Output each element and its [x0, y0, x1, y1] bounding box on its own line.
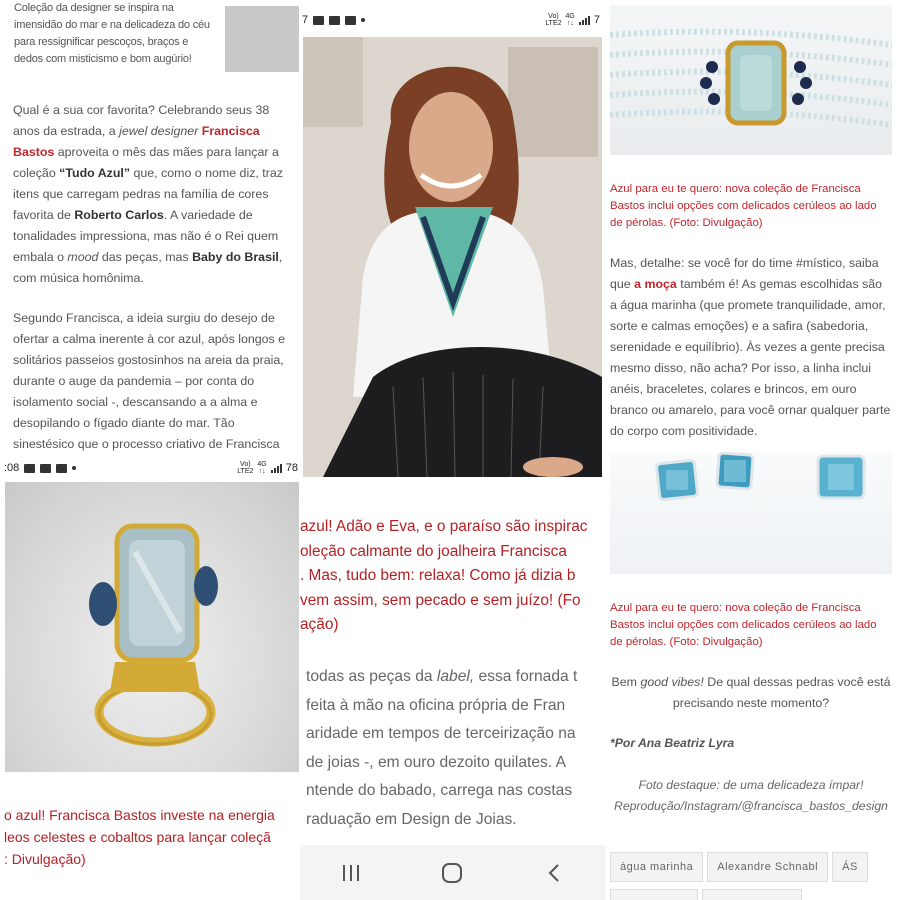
qr-icon	[40, 464, 51, 473]
4g-icon: 4G ↑↓	[257, 461, 267, 475]
recent-apps-icon	[341, 864, 361, 882]
article-paragraph-2: Segundo Francisca, a ideia surgiu do desejo de ofertar a calma inerente à cor azul, após longos e solitários passeios gostosinhos na areia da praia, durante o auge da pandemia – por conta do isolamento social -, descansando a a alma e desopilando o fígado diante do mar. Tão sinestésico que o processo criativo de Francisca	[13, 311, 286, 451]
bracelet-illustration	[610, 5, 892, 155]
battery-level: 78	[285, 462, 298, 474]
article-screenshot-left-bottom	[0, 458, 300, 900]
earrings-illustration	[610, 452, 892, 574]
qr-icon	[329, 16, 340, 25]
back-button[interactable]	[534, 853, 574, 893]
signal-icon	[271, 463, 282, 473]
article-subtitle: Coleção da designer se inspira na imensidão do mar e na delicadeza do céu para ressignificar pescoços, braços e dedos com misticismo e bom augúrio!	[14, 2, 210, 65]
portrait-illustration	[303, 37, 602, 477]
status-time: :08	[4, 462, 20, 474]
article-screenshot-left-top	[0, 0, 300, 458]
4g-icon: 4G ↑↓	[565, 13, 575, 27]
signal-icon	[579, 15, 590, 25]
status-bar	[4, 458, 300, 478]
moca-link[interactable]: a moça	[634, 277, 677, 291]
article-paragraph-1: Qual é a sua cor favorita? Celebrando seus 38 anos da estrada, a jewel designer Francisca Bastos aproveita o mês das mães para lançar a coleção “Tudo Azul” que, como o nome diz, traz itens que carregam pedras na família de cores favorita de Roberto Carlos. A variedade de tonalidades impressiona, mas não é o Rei quem embala o mood das peças, mas Baby do Brasil, com música homônima.	[13, 103, 283, 285]
gallery-icon	[24, 464, 35, 473]
article-paragraph-right: Mas, detalhe: se você for do time #místico, saiba que a moça também é! As gemas escolhidas são a água marinha (que promete tranquilidade, amor, sorte e calmas emoções) e a safira (sabedoria, serenidade e equilíbrio). Às vezes a gente precisa mesmo disso, não acha? Por isso, a linha inclui anéis, braceletes, colares e brincos, em ouro branco ou amarelo, para você ornar qualquer parte do corpo com positividade.	[610, 256, 891, 438]
tag-agua-marinha[interactable]: água marinha	[610, 852, 703, 882]
dot-icon	[72, 466, 76, 470]
volte-icon: Vo) LTE2	[237, 461, 254, 475]
ring-illustration	[5, 482, 299, 772]
tag-as[interactable]: ÁS	[832, 852, 868, 882]
ring-photo-caption: o azul! Francisca Bastos investe na energia leos celestes e cobaltos para lançar coleçã : Divulgação)	[4, 807, 275, 867]
designer-portrait-photo	[303, 37, 602, 477]
bracelet-photo	[610, 5, 892, 155]
tag-stub[interactable]	[702, 889, 802, 900]
battery-level: 7	[593, 14, 600, 26]
status-time: 7	[302, 14, 309, 26]
article-screenshot-middle	[300, 0, 605, 900]
earrings-photo	[610, 452, 892, 574]
thumbnail-image	[225, 6, 299, 72]
tag-alexandre-schnabl[interactable]: Alexandre Schnabl	[707, 852, 828, 882]
status-bar	[302, 10, 602, 30]
notification-icon	[56, 464, 67, 473]
home-button[interactable]	[432, 853, 472, 893]
volte-icon: Vo) LTE2	[545, 13, 562, 27]
android-nav-bar	[300, 845, 605, 900]
notification-icon	[345, 16, 356, 25]
recent-apps-button[interactable]	[331, 853, 371, 893]
home-icon	[441, 862, 463, 884]
bracelet-photo-caption: Azul para eu te quero: nova coleção de Francisca Bastos inclui opções com delicados cerúleos ao lado de pérolas. (Foto: Divulgação)	[610, 183, 877, 229]
photo-credit: Foto destaque: de uma delicadeza ímpar! Reprodução/Instagram/@francisca_bastos_design	[614, 778, 888, 813]
earrings-photo-caption: Azul para eu te quero: nova coleção de Francisca Bastos inclui opções com delicados cerúleos ao lado de pérolas. (Foto: Divulgação)	[610, 602, 877, 648]
gallery-icon	[313, 16, 324, 25]
dot-icon	[361, 18, 365, 22]
tag-stub[interactable]	[610, 889, 698, 900]
portrait-photo-caption: azul! Adão e Eva, e o paraíso são inspirac oleção calmante do joalheira Francisca . Mas, tudo bem: relaxa! Como já dizia b vem assim, sem pecado e sem juízo! (Fo ação)	[300, 518, 588, 634]
designer-link[interactable]: Francisca Bastos	[13, 124, 260, 159]
tag-list	[610, 852, 900, 882]
article-screenshot-right	[605, 0, 900, 900]
closing-paragraph: Bem good vibes! De qual dessas pedras você está precisando neste momento?	[611, 675, 891, 710]
back-icon	[547, 863, 561, 883]
article-paragraph-middle: todas as peças da label, essa fornada t feita à mão na oficina própria de Fran aridade em tempos de terceirização na de joias -, em ouro dezoito quilates. A ntende do babado, carrega nas costas raduação em Design de Joias.	[306, 668, 578, 828]
ring-photo	[5, 482, 299, 772]
article-author: *Por Ana Beatriz Lyra	[610, 736, 735, 750]
tag-list-row-2	[610, 889, 802, 900]
